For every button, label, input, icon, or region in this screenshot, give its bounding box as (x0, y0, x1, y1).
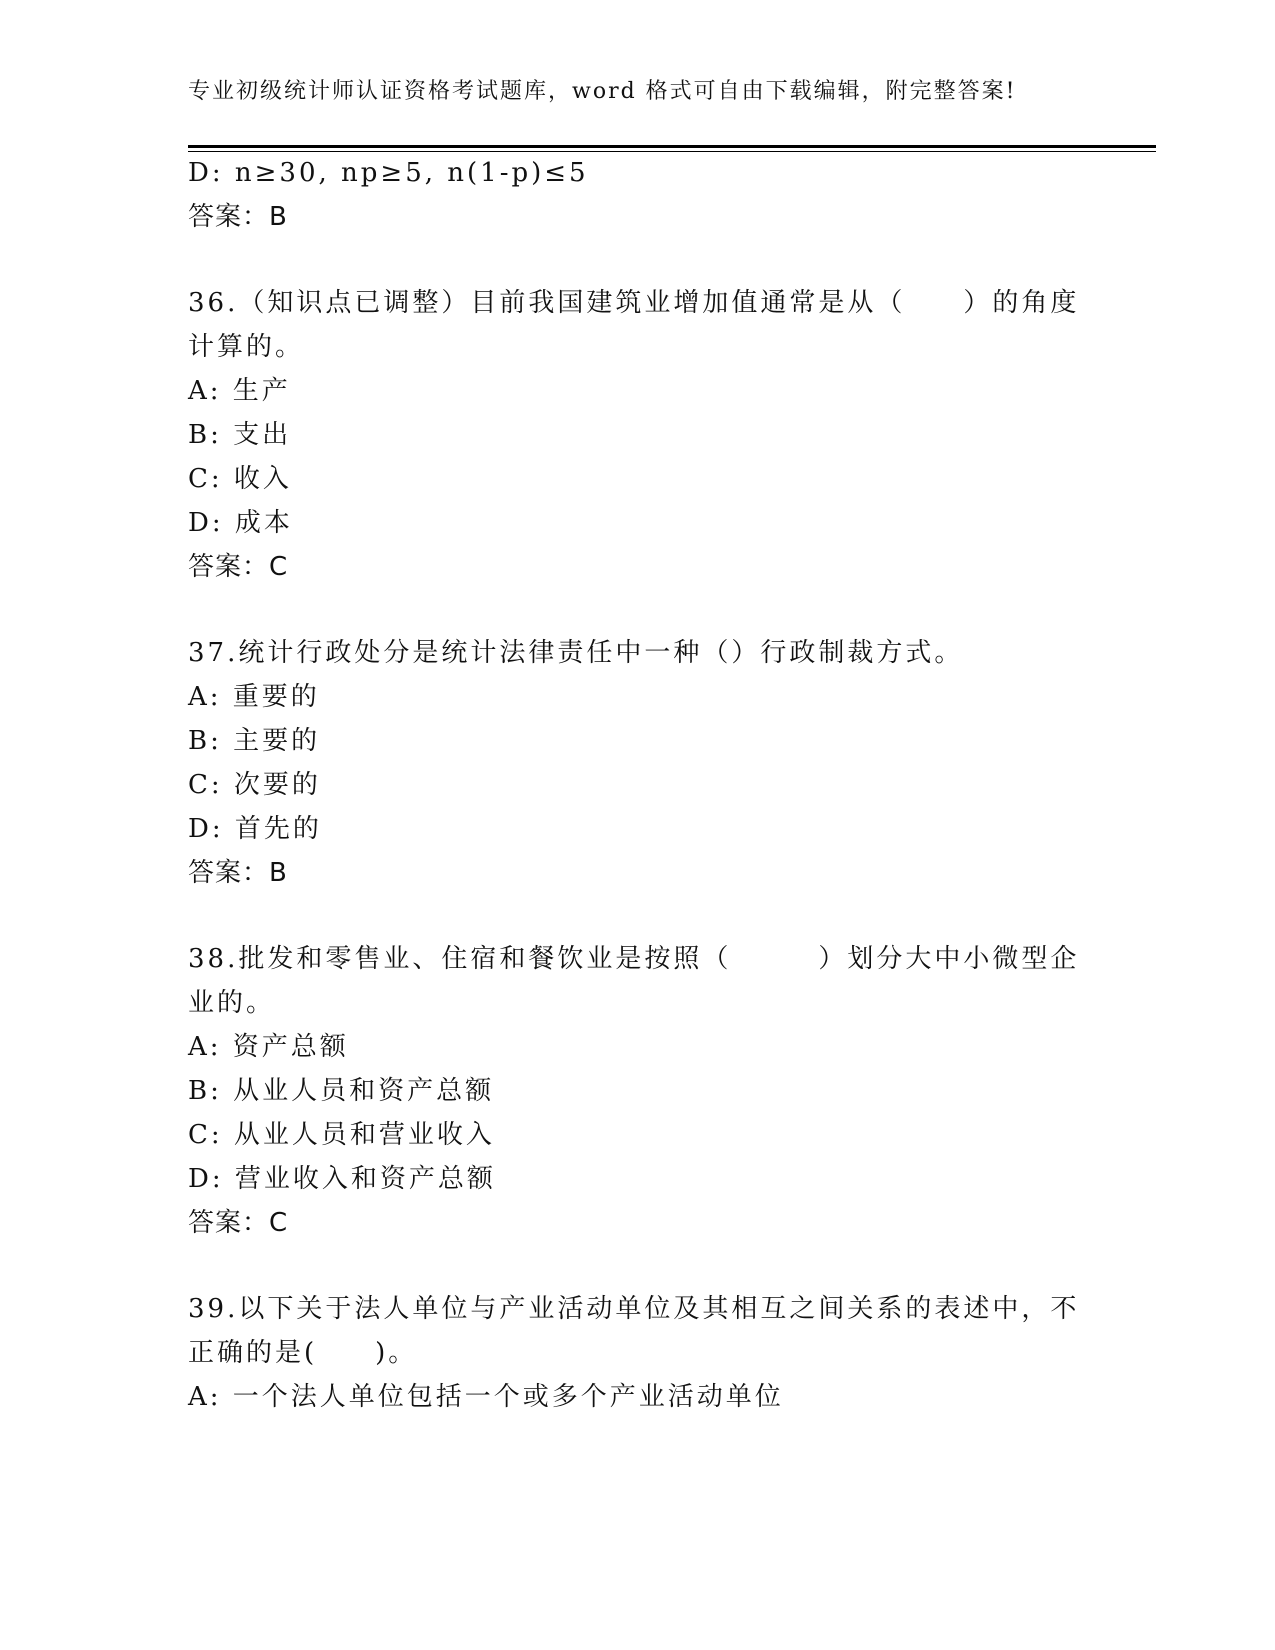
question-38-line2: 业的。 (188, 988, 276, 1018)
question-36-line2: 计算的。 (188, 332, 305, 362)
question-37: 37.统计行政处分是统计法律责任中一种（）行政制裁方式。 (188, 638, 964, 668)
option-c-q37: C: 次要的 (188, 770, 321, 800)
option-d-q35: D: n≥30, np≥5, n(1-p)≤5 (188, 158, 589, 188)
question-39-line2: 正确的是( )。 (188, 1338, 418, 1368)
option-c-q36: C: 收入 (188, 464, 292, 494)
question-39-line1: 39.以下关于法人单位与产业活动单位及其相互之间关系的表述中，不 (188, 1294, 1080, 1324)
option-b-q36: B: 支出 (188, 420, 292, 450)
option-a-q39: A: 一个法人单位包括一个或多个产业活动单位 (188, 1382, 784, 1412)
option-d-q37: D: 首先的 (188, 814, 322, 844)
header-rule-thick (188, 145, 1156, 148)
answer-q38: 答案：C (188, 1208, 289, 1238)
option-d-q36: D: 成本 (188, 508, 293, 538)
option-a-q36: A: 生产 (188, 376, 291, 406)
page-header: 专业初级统计师认证资格考试题库，word 格式可自由下载编辑，附完整答案! (188, 79, 1017, 104)
option-a-q38: A: 资产总额 (188, 1032, 349, 1062)
header-rule-thin (188, 151, 1156, 152)
question-38-line1: 38.批发和零售业、住宿和餐饮业是按照（ ）划分大中小微型企 (188, 944, 1080, 974)
option-d-q38: D: 营业收入和资产总额 (188, 1164, 496, 1194)
question-36-line1: 36.（知识点已调整）目前我国建筑业增加值通常是从（ ）的角度 (188, 288, 1080, 318)
answer-q35: 答案：B (188, 202, 288, 232)
answer-q36: 答案：C (188, 552, 289, 582)
option-c-q38: C: 从业人员和营业收入 (188, 1120, 495, 1150)
option-a-q37: A: 重要的 (188, 682, 320, 712)
option-b-q38: B: 从业人员和资产总额 (188, 1076, 495, 1106)
option-b-q37: B: 主要的 (188, 726, 321, 756)
answer-q37: 答案：B (188, 858, 288, 888)
